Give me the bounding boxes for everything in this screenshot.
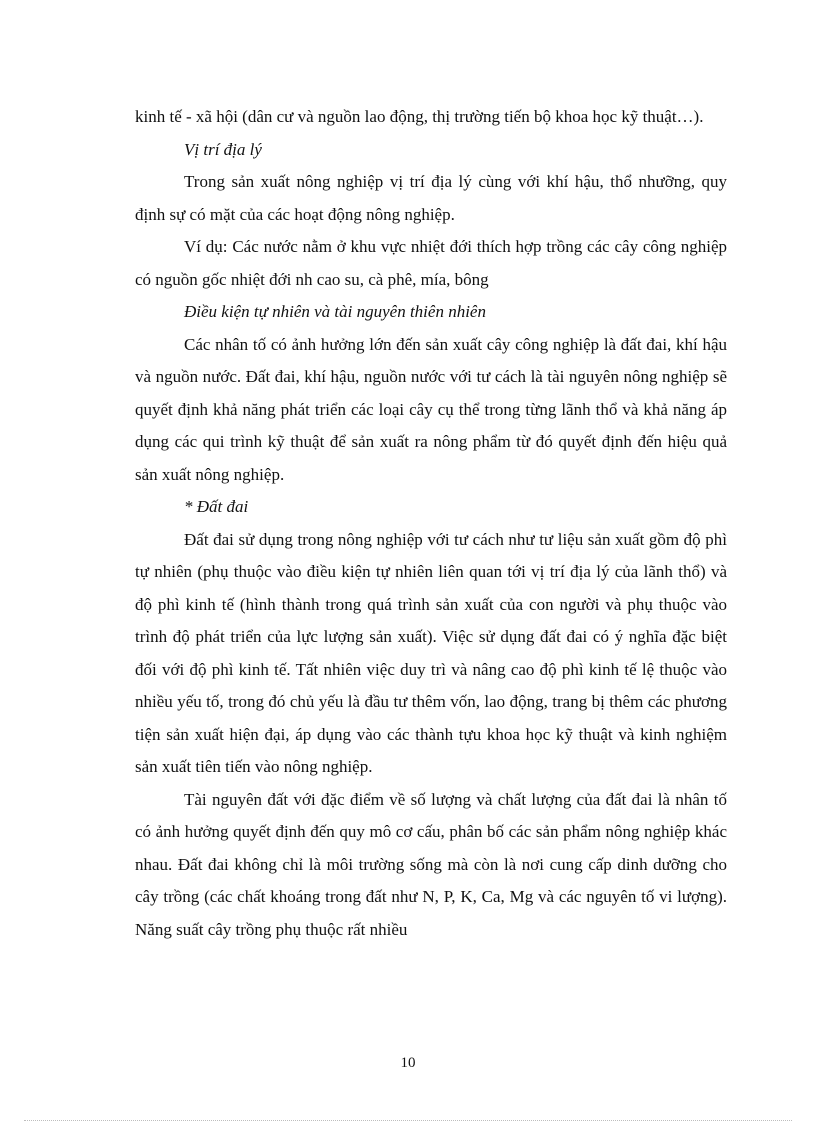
heading-geographic-location: Vị trí địa lý	[184, 139, 262, 159]
paragraph-land-resources: Tài nguyên đất với đặc điểm về số lượng và chất lượng của đất đai là nhân tố có ảnh hưởng quyết định đến quy mô cơ cấu, phân bố các sản phẩm nông nghiệp khác nhau. Đất đai không chỉ là môi trường sống mà còn là nơi cung cấp dinh dưỡng cho cây trồng (các chất khoáng trong đất như N, P, K, Ca, Mg và các nguyên tố vi lượng). Năng suất cây trồng phụ thuộc rất nhiều	[135, 789, 727, 939]
paragraph-intro-continuation: kinh tế - xã hội (dân cư và nguồn lao động, thị trường tiến bộ khoa học kỹ thuật…).	[135, 107, 704, 126]
paragraph-example: Ví dụ: Các nước nằm ở khu vực nhiệt đới thích hợp trồng các cây công nghiệp có nguồn gốc nhiệt đới nh cao su, cà phê, mía, bông	[135, 237, 727, 289]
paragraph-land-use: Đất đai sử dụng trong nông nghiệp với tư cách như tư liệu sản xuất gồm độ phì tự nhiên (phụ thuộc vào điều kiện tự nhiên liên quan tới vị trí địa lý của lãnh thổ) và độ phì kinh tế (hình thành trong quá trình sản xuất của con người và phụ thuộc vào trình độ phát triển của lực lượng sản xuất). Việc sử dụng đất đai có ý nghĩa đặc biệt đối với độ phì kinh tế. Tất nhiên việc duy trì và nâng cao độ phì kinh tế lệ thuộc vào nhiều yếu tố, trong đó chủ yếu là đầu tư thêm vốn, lao động, trang bị thêm các phương tiện sản xuất hiện đại, áp dụng vào các thành tựu khoa học kỹ thuật và kinh nghiệm sản xuất tiên tiến vào nông nghiệp.	[135, 529, 727, 776]
page-number: 10	[400, 1055, 416, 1071]
heading-natural-conditions: Điều kiện tự nhiên và tài nguyên thiên nhiên	[184, 302, 486, 321]
paragraph-geographic-location: Trong sản xuất nông nghiệp vị trí địa lý cùng với khí hậu, thổ nhưỡng, quy định sự có mặt của các hoạt động nông nghiệp.	[135, 172, 727, 224]
heading-land: * Đất đai	[184, 497, 249, 516]
paragraph-natural-conditions: Các nhân tố có ảnh hưởng lớn đến sản xuất cây công nghiệp là đất đai, khí hậu và nguồn nước. Đất đai, khí hậu, nguồn nước với tư cách là tài nguyên nông nghiệp sẽ quyết định khả năng phát triển các loại cây cụ thể trong từng lãnh thổ và khả năng áp dụng các qui trình kỹ thuật để sản xuất ra nông phẩm từ đó quyết định đến hiệu quả sản xuất nông nghiệp.	[135, 334, 727, 484]
body-text	[135, 101, 727, 946]
bottom-divider	[24, 1120, 792, 1121]
